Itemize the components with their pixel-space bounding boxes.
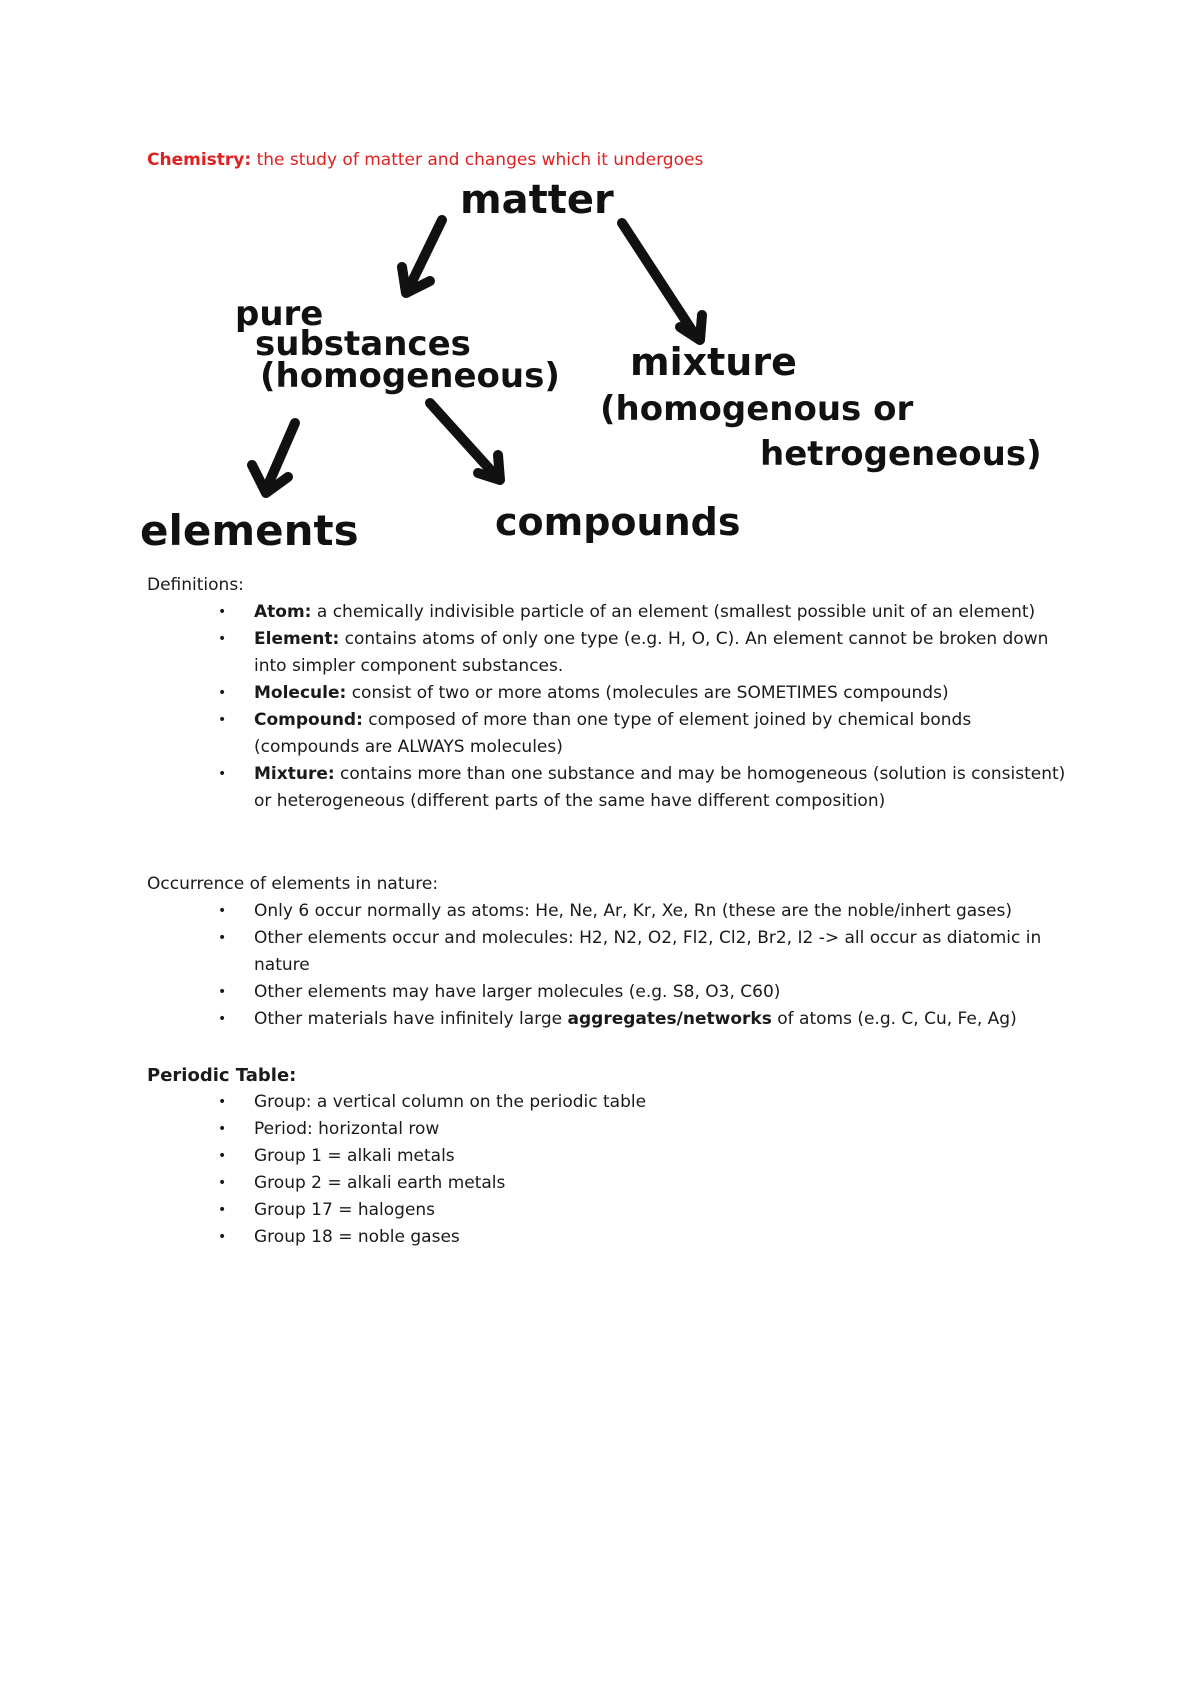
list-item bbox=[218, 925, 1077, 979]
title-keyword: Chemistry: bbox=[147, 150, 252, 170]
bullet-icon: • bbox=[218, 766, 227, 782]
title-definition: the study of matter and changes which it undergoes bbox=[251, 150, 704, 170]
definition-term: Molecule: bbox=[254, 683, 347, 703]
node-mixture-line1: mixture bbox=[630, 340, 797, 384]
occurrence-text: Other elements occur and molecules: H2, N2, O2, Fl2, Cl2, Br2, I2 -> all occur as diatomic in nature bbox=[254, 928, 1042, 975]
periodic-text: Group 18 = noble gases bbox=[254, 1227, 460, 1247]
list-item bbox=[218, 1006, 1077, 1033]
definition-text: a chemically indivisible particle of an element (smallest possible unit of an element) bbox=[311, 602, 1036, 622]
list-item bbox=[218, 626, 1077, 680]
node-mixture-line3: hetrogeneous) bbox=[760, 434, 1042, 474]
list-item bbox=[218, 1143, 1077, 1170]
list-item bbox=[218, 898, 1077, 925]
definition-term: Element: bbox=[254, 629, 340, 649]
definition-text: composed of more than one type of element joined by chemical bonds (compounds are ALWAYS molecules) bbox=[254, 710, 972, 757]
occurrence-text-before: Other materials have infinitely large bbox=[254, 1009, 568, 1029]
list-item bbox=[218, 707, 1077, 761]
occurrence-list bbox=[147, 898, 1077, 1033]
bullet-icon: • bbox=[218, 1148, 227, 1164]
occurrence-text-after: of atoms (e.g. C, Cu, Fe, Ag) bbox=[771, 1009, 1017, 1029]
bullet-icon: • bbox=[218, 631, 227, 647]
periodic-text: Period: horizontal row bbox=[254, 1119, 440, 1139]
list-item bbox=[218, 1197, 1077, 1224]
node-matter: matter bbox=[460, 177, 614, 223]
periodic-text: Group: a vertical column on the periodic table bbox=[254, 1092, 647, 1112]
bullet-icon: • bbox=[218, 1011, 227, 1027]
definition-text: consist of two or more atoms (molecules are SOMETIMES compounds) bbox=[346, 683, 949, 703]
bullet-icon: • bbox=[218, 1121, 227, 1137]
page-title bbox=[147, 150, 703, 170]
occurrence-label: Occurrence of elements in nature: bbox=[147, 874, 439, 894]
list-item bbox=[218, 761, 1077, 815]
bullet-icon: • bbox=[218, 984, 227, 1000]
list-item bbox=[218, 979, 1077, 1006]
definitions-section bbox=[147, 572, 1077, 815]
bullet-icon: • bbox=[218, 1229, 227, 1245]
periodic-section bbox=[147, 1062, 1077, 1251]
list-item bbox=[218, 599, 1077, 626]
node-mixture-line2: (homogenous or bbox=[600, 389, 914, 429]
bullet-icon: • bbox=[218, 1094, 227, 1110]
definition-text: contains more than one substance and may be homogeneous (solution is consistent) or heterogeneous (different parts of the same have different composition) bbox=[254, 764, 1066, 811]
bullet-icon: • bbox=[218, 1175, 227, 1191]
periodic-text: Group 2 = alkali earth metals bbox=[254, 1173, 506, 1193]
periodic-text: Group 17 = halogens bbox=[254, 1200, 436, 1220]
node-elements: elements bbox=[140, 506, 359, 555]
definition-term: Mixture: bbox=[254, 764, 335, 784]
bullet-icon: • bbox=[218, 712, 227, 728]
bullet-icon: • bbox=[218, 903, 227, 919]
bullet-icon: • bbox=[218, 1202, 227, 1218]
bullet-icon: • bbox=[218, 685, 227, 701]
definition-term: Compound: bbox=[254, 710, 363, 730]
bullet-icon: • bbox=[218, 930, 227, 946]
definition-text: contains atoms of only one type (e.g. H, O, C). An element cannot be broken down into simpler component substances. bbox=[254, 629, 1049, 676]
list-item bbox=[218, 1089, 1077, 1116]
node-pure-line2: substances bbox=[255, 324, 471, 364]
arrow-matter-to-mixture bbox=[622, 223, 695, 335]
node-pure-line3: (homogeneous) bbox=[260, 356, 560, 396]
occurrence-text: Other elements may have larger molecules (e.g. S8, O3, C60) bbox=[254, 982, 781, 1002]
periodic-label: Periodic Table: bbox=[147, 1065, 297, 1086]
matter-classification-diagram bbox=[140, 175, 1100, 575]
definition-term: Atom: bbox=[254, 602, 312, 622]
list-item bbox=[218, 1116, 1077, 1143]
bullet-icon: • bbox=[218, 604, 227, 620]
periodic-text: Group 1 = alkali metals bbox=[254, 1146, 455, 1166]
occurrence-text-bold: aggregates/networks bbox=[567, 1009, 772, 1029]
list-item bbox=[218, 1170, 1077, 1197]
definitions-label: Definitions: bbox=[147, 575, 244, 595]
list-item bbox=[218, 680, 1077, 707]
definitions-list bbox=[147, 599, 1077, 815]
arrow-pure-to-compounds bbox=[430, 403, 495, 475]
occurrence-section bbox=[147, 871, 1077, 1033]
list-item bbox=[218, 1224, 1077, 1251]
occurrence-text: Only 6 occur normally as atoms: He, Ne, Ar, Kr, Xe, Rn (these are the noble/inhert gases) bbox=[254, 901, 1012, 921]
periodic-list bbox=[147, 1089, 1077, 1251]
node-compounds: compounds bbox=[495, 500, 741, 544]
node-pure-line1: pure bbox=[235, 294, 324, 334]
